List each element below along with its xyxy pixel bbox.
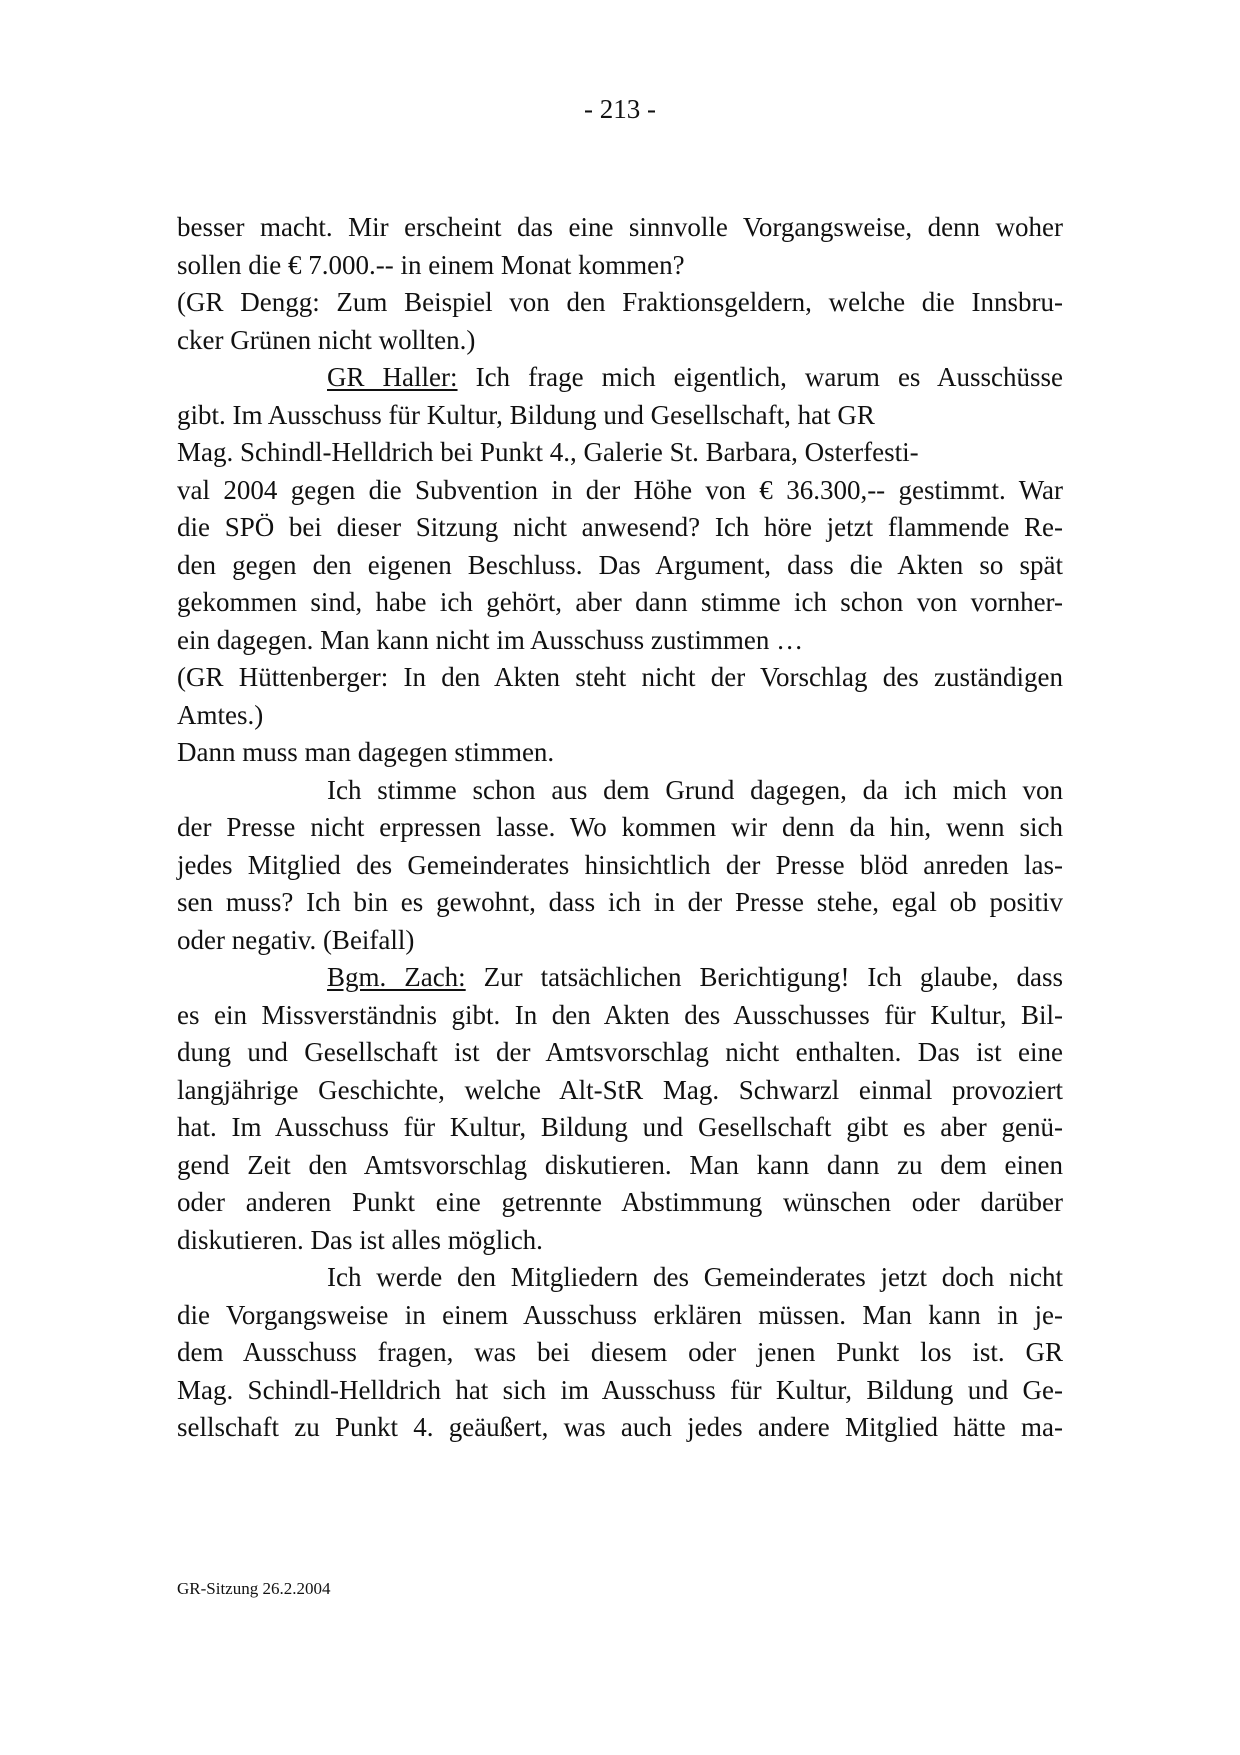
text-line: sellschaft zu Punkt 4. geäußert, was auch jedes andere Mitglied hätte ma- xyxy=(177,1412,1063,1442)
paragraph-start-line: Ich werde den Mitgliedern des Gemeinderates jetzt doch nicht xyxy=(327,1262,1063,1292)
text-line: Mag. Schindl-Helldrich hat sich im Ausschuss für Kultur, Bildung und Ge- xyxy=(177,1374,1063,1405)
speech-start-line xyxy=(177,359,1063,397)
text-line: gend Zeit den Amtsvorschlag diskutieren. Man kann dann zu dem einen xyxy=(177,1149,1063,1180)
text-line: ein dagegen. Man kann nicht im Ausschuss zustimmen … xyxy=(177,624,804,655)
text-line: diskutieren. Das ist alles möglich. xyxy=(177,1224,543,1255)
speaker-name: GR Haller: xyxy=(327,362,458,392)
text-line: gibt. Im Ausschuss für Kultur, Bildung und Gesellschaft, hat GR xyxy=(177,399,875,430)
text-line: den gegen den eigenen Beschluss. Das Argument, dass die Akten so spät xyxy=(177,549,1063,580)
speech-start-line xyxy=(177,959,1063,997)
text-line: der Presse nicht erpressen lasse. Wo kommen wir denn da hin, wenn sich xyxy=(177,812,1063,842)
text-line: dem Ausschuss fragen, was bei diesem oder jenen Punkt los ist. GR xyxy=(177,1337,1063,1367)
text-line: oder negativ. (Beifall) xyxy=(177,924,415,955)
text-line: Dann muss man dagegen stimmen. xyxy=(177,737,555,767)
text-line: die SPÖ bei dieser Sitzung nicht anwesend? Ich höre jetzt flammende Re- xyxy=(177,512,1063,542)
transcript-body xyxy=(177,209,1063,1447)
speech-text: Zur tatsächlichen Berichtigung! Ich glaube, dass xyxy=(465,962,1063,992)
interjection-line: Amtes.) xyxy=(177,699,264,730)
page-number: - 213 - xyxy=(584,94,656,124)
interjection-line: (GR Hüttenberger: In den Akten steht nicht der Vorschlag des zuständigen xyxy=(177,662,1063,692)
paragraph-start-line: Ich stimme schon aus dem Grund dagegen, da ich mich von xyxy=(327,774,1063,805)
text-line: die Vorgangsweise in einem Ausschuss erklären müssen. Man kann in je- xyxy=(177,1299,1063,1330)
text-line: gekommen sind, habe ich gehört, aber dann stimme ich schon von vornher- xyxy=(177,587,1063,617)
text-line: jedes Mitglied des Gemeinderates hinsichtlich der Presse blöd anreden las- xyxy=(177,849,1063,880)
text-line: val 2004 gegen die Subvention in der Höhe von € 36.300,-- gestimmt. War xyxy=(177,474,1063,505)
text-line: besser macht. Mir erscheint das eine sinnvolle Vorgangsweise, denn woher xyxy=(177,212,1063,242)
text-line: hat. Im Ausschuss für Kultur, Bildung und Gesellschaft gibt es aber genü- xyxy=(177,1112,1063,1142)
interjection-line: cker Grünen nicht wollten.) xyxy=(177,324,476,355)
text-line: sen muss? Ich bin es gewohnt, dass ich in der Presse stehe, egal ob positiv xyxy=(177,887,1063,917)
text-line: es ein Missverständnis gibt. In den Akten des Ausschusses für Kultur, Bil- xyxy=(177,999,1063,1030)
speaker-name: Bgm. Zach: xyxy=(327,962,466,992)
text-line: sollen die € 7.000.-- in einem Monat kommen? xyxy=(177,249,685,280)
text-line: dung und Gesellschaft ist der Amtsvorschlag nicht enthalten. Das ist eine xyxy=(177,1037,1063,1067)
interjection-line: (GR Dengg: Zum Beispiel von den Fraktionsgeldern, welche die Innsbru- xyxy=(177,287,1063,317)
text-line: Mag. Schindl-Helldrich bei Punkt 4., Galerie St. Barbara, Osterfesti- xyxy=(177,437,919,467)
text-line: langjährige Geschichte, welche Alt-StR Mag. Schwarzl einmal provoziert xyxy=(177,1074,1063,1105)
speech-text: Ich frage mich eigentlich, warum es Ausschüsse xyxy=(457,362,1063,392)
text-line: oder anderen Punkt eine getrennte Abstimmung wünschen oder darüber xyxy=(177,1187,1063,1217)
footer-session-date: GR-Sitzung 26.2.2004 xyxy=(177,1579,331,1598)
